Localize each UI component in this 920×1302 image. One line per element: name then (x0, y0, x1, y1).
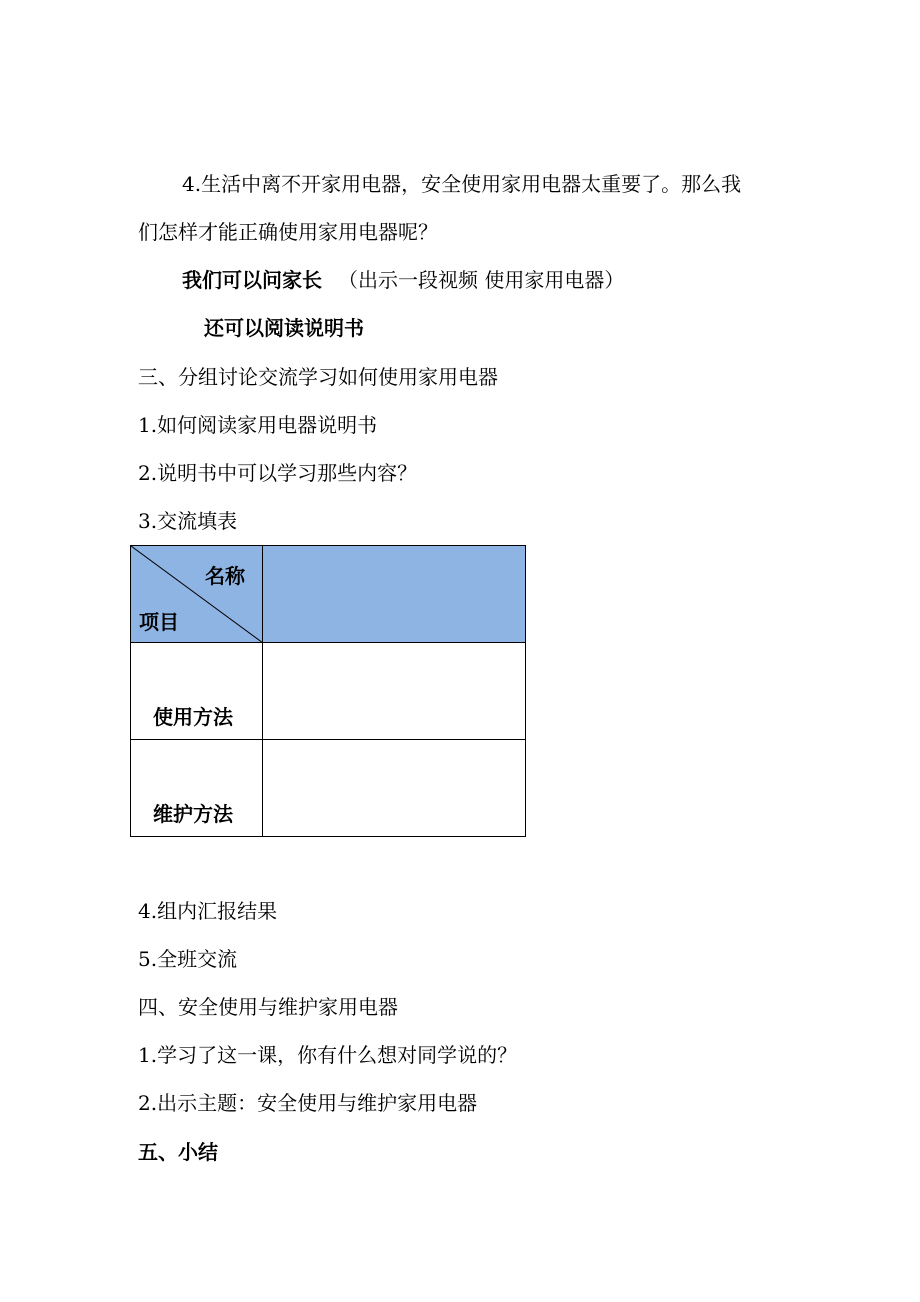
table-row-label-cell (131, 643, 263, 740)
video-note: （出示一段视频 使用家用电器） (338, 268, 625, 292)
exchange-table (130, 545, 526, 837)
header-item-label: 项目 (139, 610, 179, 634)
usage-method-value-cell (263, 643, 525, 740)
section-5-title: 五、小结 (138, 1140, 218, 1164)
section-3-item-1: 1.如何阅读家用电器说明书 (138, 413, 378, 437)
section-3-title: 三、分组讨论交流学习如何使用家用电器 (138, 365, 498, 389)
ask-parents-line (182, 266, 624, 294)
section-4-title: 四、安全使用与维护家用电器 (138, 995, 398, 1019)
paragraph-4-line-2: 们怎样才能正确使用家用电器呢？ (138, 220, 438, 244)
section-4-item-1: 1.学习了这一课，你有什么想对同学说的？ (138, 1043, 518, 1067)
paragraph-4-line-1: 4.生活中离不开家用电器，安全使用家用电器太重要了。那么我 (182, 172, 742, 196)
header-name-label: 名称 (205, 564, 245, 588)
section-4-item-2: 2.出示主题：安全使用与维护家用电器 (138, 1091, 478, 1115)
section-3-item-2: 2.说明书中可以学习那些内容？ (138, 461, 418, 485)
table-header-corner-cell (131, 546, 263, 643)
table-header-value-cell (263, 546, 525, 643)
maintenance-method-value-cell (263, 740, 525, 836)
section-3-item-3: 3.交流填表 (138, 509, 238, 533)
section-3-item-5: 5.全班交流 (138, 947, 238, 971)
maintenance-method-label: 维护方法 (153, 802, 233, 826)
read-manual-line: 还可以阅读说明书 (204, 316, 364, 340)
ask-parents-text: 我们可以问家长 (182, 268, 322, 292)
table-row-label-cell (131, 740, 263, 836)
usage-method-label: 使用方法 (153, 705, 233, 729)
section-3-item-4: 4.组内汇报结果 (138, 899, 278, 923)
